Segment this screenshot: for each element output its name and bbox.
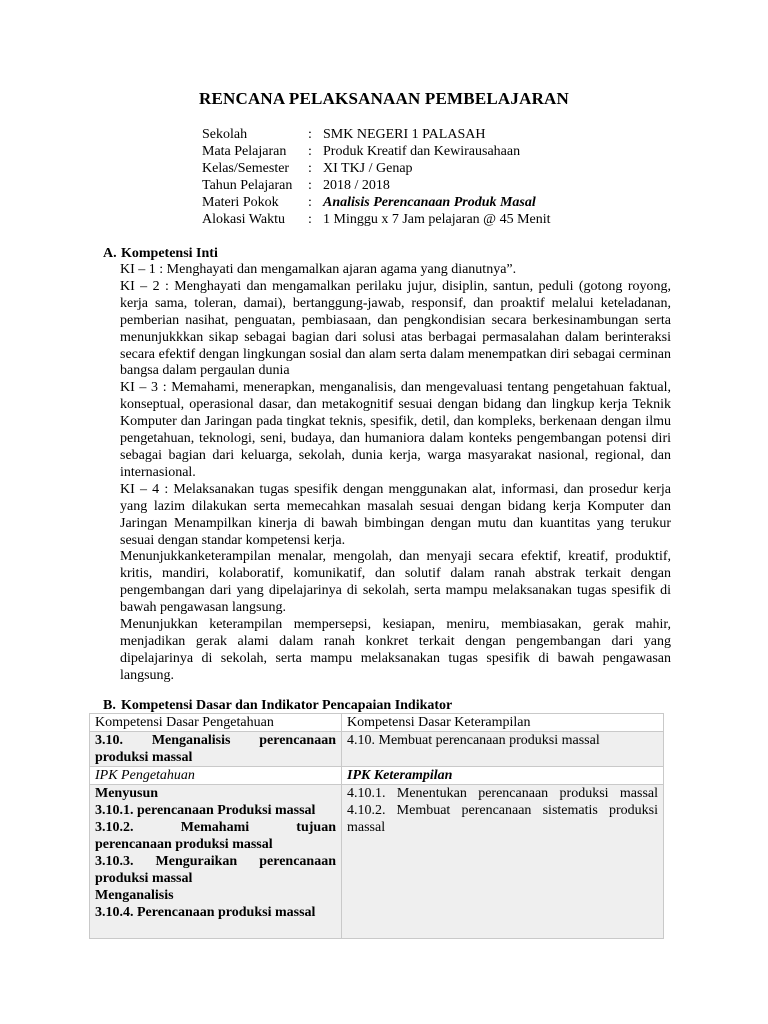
identity-label: Kelas/Semester [202, 161, 290, 176]
section-number: B. [103, 698, 116, 713]
table-row [90, 714, 664, 732]
identity-label: Sekolah [202, 127, 248, 142]
identity-value: 2018 / 2018 [323, 178, 390, 193]
identity-row-mata-pelajaran [202, 143, 551, 160]
ki-paragraph: KI – 1 : Menghayati dan mengamalkan ajaran agama yang dianutnya”. [120, 262, 517, 277]
identity-row-tahun-pelajaran [202, 177, 551, 194]
identity-colon: : [308, 127, 312, 142]
table-row [90, 767, 664, 785]
ipk-item: 3.10.2. Memahami tujuan [95, 820, 336, 835]
table-row [90, 785, 664, 939]
ipk-item: perencanaan produksi massal [95, 837, 273, 852]
identity-colon: : [308, 212, 312, 227]
table-row [90, 732, 664, 767]
table-cell [90, 732, 342, 767]
identity-colon: : [308, 144, 312, 159]
kompetensi-inti-text [120, 262, 671, 685]
table-header-cell: Kompetensi Dasar Pengetahuan [90, 714, 342, 732]
ipk-item: massal [347, 820, 386, 835]
identity-value: Analisis Perencanaan Produk Masal [323, 195, 536, 210]
table-cell [342, 785, 664, 939]
identity-label: Mata Pelajaran [202, 144, 287, 159]
identity-label: Tahun Pelajaran [202, 178, 293, 193]
ipk-item: 4.10.2. Membuat perencanaan sistematis produksi [347, 803, 658, 818]
ki-paragraph: Menunjukkanketerampilan menalar, mengolah, dan menyaji secara efektif, kreatif, produktif, kritis, mandiri, kolaboratif, komunikatif, dan solutif dalam ranah abstrak terkait dengan pengembangan dari yang dipelajarinya di sekolah, serta mampu melaksanakan tugas spesifik di bawah pengawasan langsung. [120, 549, 671, 616]
table-cell [90, 785, 342, 939]
identity-value: SMK NEGERI 1 PALASAH [323, 127, 486, 142]
identity-value: Produk Kreatif dan Kewirausahaan [323, 144, 521, 159]
document-title: RENCANA PELAKSANAAN PEMBELAJARAN [198, 89, 570, 108]
table-cell: 4.10. Membuat perencanaan produksi massal [342, 732, 664, 767]
identity-row-alokasi-waktu [202, 211, 551, 228]
kompetensi-dasar-table [89, 713, 664, 939]
ipk-item: 3.10.3. Menguraikan perencanaan [95, 854, 336, 869]
ki-paragraph: Menunjukkan keterampilan mempersepsi, kesiapan, meniru, membiasakan, gerak mahir, menjadikan gerak alami dalam ranah konkret terkait dengan pengembangan dari yang dipelajarinya di sekolah, serta mampu melaksanakan tugas spesifik di bawah pengawasan langsung. [120, 617, 671, 683]
table-header-cell: Kompetensi Dasar Keterampilan [342, 714, 664, 732]
identity-label: Materi Pokok [202, 195, 279, 210]
ki-paragraph: KI – 4 : Melaksanakan tugas spesifik dengan menggunakan alat, informasi, dan prosedur kerja yang lazim dilakukan serta memecahkan masalah sesuai dengan bidang kerja Komputer dan Jaringan Menampilkan kinerja di bawah bimbingan dengan mutu dan kuantitas yang terukur sesuai dengan standar kompetensi kerja. [120, 481, 671, 548]
ki-paragraph: KI – 2 : Menghayati dan mengamalkan perilaku jujur, disiplin, santun, peduli (gotong royong, kerja sama, toleran, damai), bertanggung-jawab, responsif, dan proaktif melalui keteladanan, pemberian nasihat, penguatan, pembiasaan, dan pengkondisian secara berkesinambungan serta menunjukkkan sikap sebagai bagian dari solusi atas berbagai permasalahan dalam berinteraksi secara efektif dengan lingkungan sosial dan alam serta dalam menempatkan diri sebagai cerminan bangsa dalam pergaulan dunia [120, 278, 671, 379]
ipk-item: 3.10.1. perencanaan Produksi massal [95, 803, 316, 818]
identity-label: Alokasi Waktu [202, 212, 285, 227]
identity-colon: : [308, 178, 312, 193]
identity-value: XI TKJ / Genap [323, 161, 413, 176]
section-title: Kompetensi Inti [121, 246, 218, 261]
identity-row-kelas-semester [202, 160, 551, 177]
identity-row-materi-pokok [202, 194, 551, 211]
ipk-item: produksi massal [95, 871, 193, 886]
ipk-item: Menyusun [95, 786, 159, 801]
section-b-heading [103, 697, 452, 714]
kd-text-line: produksi massal [95, 750, 193, 765]
ki-paragraph: KI – 3 : Memahami, menerapkan, menganalisis, dan mengevaluasi tentang pengetahuan faktual, konseptual, operasional dasar, dan metakognitif sesuai dengan bidang dan lingkup kerja Teknik Komputer dan Jaringan pada tingkat teknis, spesifik, detil, dan kompleks, berkenaan dengan ilmu pengetahuan, teknologi, seni, budaya, dan humaniora dalam konteks pengembangan potensi diri sebagai bagian dari keluarga, sekolah, dunia kerja, warga masyarakat nasional, regional, dan internasional. [120, 380, 671, 480]
section-a-heading [103, 245, 218, 262]
section-number: A. [103, 246, 117, 261]
table-cell: IPK Pengetahuan [90, 767, 342, 785]
kd-text-line: 3.10. Menganalisis perencanaan [95, 733, 336, 748]
section-title: Kompetensi Dasar dan Indikator Pencapaian Indikator [121, 698, 453, 713]
identity-block [202, 126, 551, 228]
ipk-item: 3.10.4. Perencanaan produksi massal [95, 905, 316, 920]
identity-row-sekolah [202, 126, 551, 143]
identity-value: 1 Minggu x 7 Jam pelajaran @ 45 Menit [323, 212, 551, 227]
table-cell: IPK Keterampilan [342, 767, 664, 785]
identity-colon: : [308, 161, 312, 176]
identity-colon: : [308, 195, 312, 210]
ipk-item: 4.10.1. Menentukan perencanaan produksi massal [347, 786, 658, 801]
ipk-item: Menganalisis [95, 888, 174, 903]
